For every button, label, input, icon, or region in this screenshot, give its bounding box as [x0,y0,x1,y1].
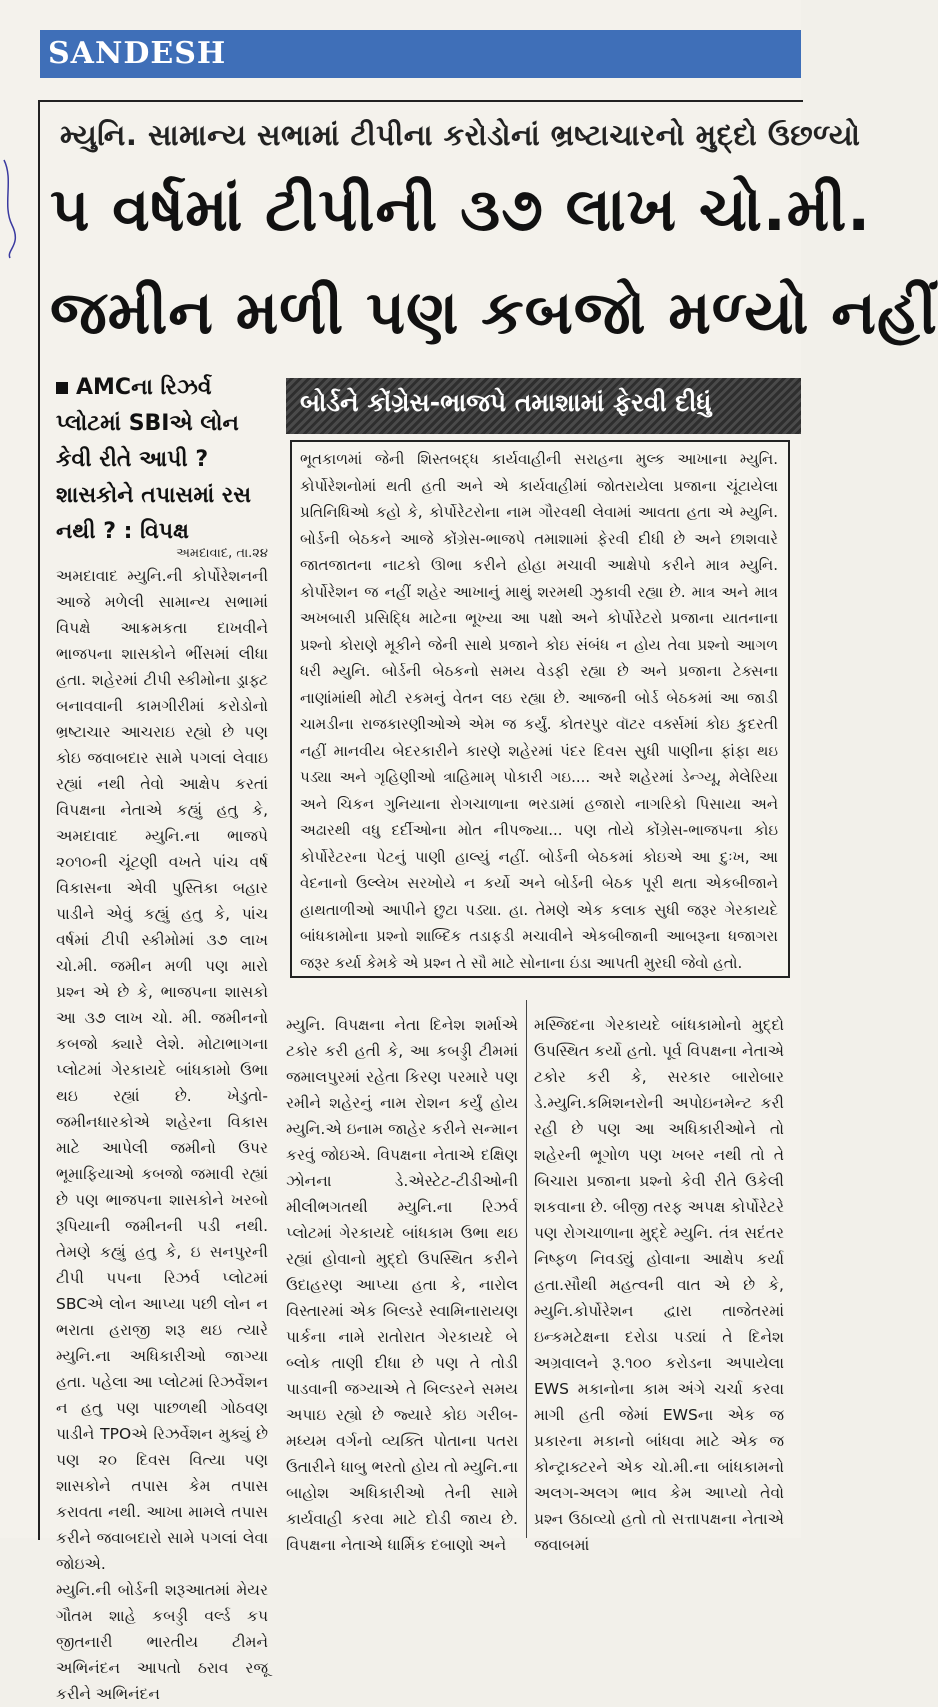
column-3-paragraph: મસ્જિદના ગેરકાયદે બાંધકામોનો મુદ્દો ઉપસ્થિત કર્યો હતો. પૂર્વ વિપક્ષના નેતાએ ટકોર કરી કે, સરકાર બારોબાર ડે.મ્યુનિ.કમિશનરોની અપોઇનમેન્ટ કરી રહી છે પણ આ અધિકારીઓને તો શહેરની ભૂગોળ પણ ખબર નથી તો તે બિચારા પ્રજાના પ્રશ્નો કેવી રીતે ઉકેલી શકવાના છે. બીજી તરફ અપક્ષ કોર્પોરેટરે પણ રોગચાળાના મુદ્દે મ્યુનિ. તંત્ર સદંતર નિષ્ફળ નિવડ્યું હોવાના આક્ષેપ કર્યા હતા.સૌથી મહત્વની વાત એ છે કે, મ્યુનિ.કોર્પોરેશન દ્વારા તાજેતરમાં ઇન્કમટેક્ષના દરોડા પડ્યાં તે દિનેશ અગ્રવાલને રૂ.૧૦૦ કરોડના અપાયેલા EWS મકાનોના કામ અંગે ચર્ચા કરવા માગી હતી જેમાં EWSના એક જ પ્રકારના મકાનો બાંધવા માટે એક જ કોન્ટ્રાક્ટરને એક ચો.મી.ના બાંધકામનો અલગ-અલગ ભાવ કેમ આપ્યો તેવો પ્રશ્ન ઉઠાવ્યો હતો તો સત્તાપક્ષના નેતાએ જવાબમાં [534,1016,784,1554]
column-1-paragraph-2: મ્યુનિ.ની બોર્ડની શરૂઆતમાં મેયર ગૌતમ શાહે કબડ્ડી વર્લ્ડ કપ જીતનારી ભારતીય ટીમને અભિનંદન આપતો ઠરાવ રજૂ કરીને અભિનંદન [56,1581,268,1703]
sub-headline-text: AMCના રિઝર્વ પ્લોટમાં SBIએ લોન કેવી રીતે આપી ? શાસકોને તપાસમાં રસ નથી ? : વિપક્ષ [56,375,252,544]
article-column-2 [286,1012,518,1554]
masthead-title: SANDESH [48,36,227,71]
boxed-story-banner [286,378,801,434]
column-1-paragraph-1: અમદાવાદ મ્યુનિ.ની કોર્પોરેશનની આજે મળેલી સામાન્ય સભામાં વિપક્ષે આક્રમકતા દાખવીને ભાજપના શાસકોને ભીંસમાં લીધા હતા. શહેરમાં ટીપી સ્કીમોના ડ્રાફ્ટ બનાવવાની કામગીરીમાં કરોડોનો ભ્રષ્ટાચાર આચરાઇ રહ્યો છે પણ કોઇ જવાબદાર સામે પગલાં લેવાઇ રહ્યાં નથી તેવો આક્ષેપ કરતાં વિપક્ષના નેતાએ કહ્યું હતુ કે, અમદાવાદ મ્યુનિ.ના ભાજપે ૨૦૧૦ની ચૂંટણી વખતે પાંચ વર્ષ વિકાસના એવી પુસ્તિકા બહાર પાડીને એવું કહ્યું હતુ કે, પાંચ વર્ષમાં ટીપી સ્કીમોમાં ૩૭ લાખ ચો.મી. જમીન મળી પણ મારો પ્રશ્ન એ છે કે, ભાજપના શાસકો આ ૩૭ લાખ ચો. મી. જમીનનો કબજો ક્યારે લેશે. મોટાભાગના પ્લોટમાં ગેરકાયદે બાંધકામો ઉભા થઇ રહ્યાં છે. ખેડુતો-જમીનધારકોએ શહેરના વિકાસ માટે આપેલી જમીનો ઉપર ભૂમાફિયાઓ કબજો જમાવી રહ્યાં છે પણ ભાજપના શાસકોને ખરબો રૂપિયાની જમીનની પડી નથી. તેમણે કહ્યું હતુ કે, ઇ સનપુરની ટીપી પપના રિઝર્વ પ્લોટમાં SBCએ લોન આપ્યા પછી લોન ન ભરાતા હરાજી શરૂ થઇ ત્યારે મ્યુનિ.ના અધિકારીઓ જાગ્યા હતા. પહેલા આ પ્લોટમાં રિઝર્વેશન ન હતુ પણ પાછળથી ગોઠવણ પાડીને TPOએ રિઝર્વેશન મુક્યું છે પણ ૨૦ દિવસ વિત્યા પણ શાસકોને તપાસ કેમ તપાસ કરાવતા નથી. આખા મામલે તપાસ કરીને જવાબદારો સામે પગલાં લેવા જોઇએ. [56,567,268,1573]
dateline: અમદાવાદ, તા.૨૪ [176,546,268,561]
main-headline-line-2: જમીન મળી પણ કબજો મળ્યો નહીં [50,278,938,348]
banner-title: બોર્ડને કોંગ્રેસ-ભાજપે તમાશામાં ફેરવી દીધું [300,388,712,417]
column-divider [526,1000,527,1538]
kicker-headline: મ્યુનિ. સામાન્ય સભામાં ટીપીના કરોડોનાં ભ્રષ્ટાચારનો મુદ્દો ઉછળ્યો [60,118,861,152]
bullet-square-icon [56,382,68,394]
article-column-3 [534,1012,784,1554]
boxed-paragraph: ભૂતકાળમાં જેની શિસ્તબદ્ધ કાર્યવાહીની સરાહના મુલ્ક આખાના મ્યુનિ. કોર્પોરેશનોમાં થતી હતી અને એ કાર્યવાહીમાં જોતરાયેલા પ્રજાના ચૂંટાયેલા પ્રતિનિધિઓ કહો કે, કોર્પોરેટરોના નામ ગૌરવથી લેવામાં આવતા હતા એ મ્યુનિ. બોર્ડની બેઠકને આજે કોંગ્રેસ-ભાજપે તમાશામાં ફેરવી દીધી છે અને છાશવારે જાતજાતના નાટકો ઊભા કરીને હોહા મચાવી આક્ષેપો કરીને માત્ર મ્યુનિ. કોર્પોરેશન જ નહીં શહેર આખાનું માથું શરમથી ઝુકાવી રહ્યા છે. માત્ર અને માત્ર અખબારી પ્રસિદ્ધિ માટેના ભૂખ્યા આ પક્ષો અને કોર્પોરેટરો પ્રજાના યાતનાના પ્રશ્નો કોરાણે મૂકીને જેની સાથે પ્રજાને કોઇ સંબંધ ન હોય તેવા પ્રશ્નો આગળ ધરી મ્યુનિ. બોર્ડની બેઠકનો સમય વેડફી રહ્યા છે અને પ્રજાના ટેક્સના નાણાંમાંથી મોટી રકમનું વેતન લઇ રહ્યા છે. આજની બોર્ડ બેઠકમાં આ જાડી ચામડીના રાજકારણીઓએ એમ જ કર્યું. કોતરપુર વૉટર વર્ક્સમાં કોઇ કુદરતી નહીં માનવીય બેદરકારીને કારણે શહેરમાં પંદર દિવસ સુધી પાણીના ફાંફા થઇ પડ્યા અને ગૃહિણીઓ ત્રાહિમામ્ પોકારી ગઇ.... અરે શહેરમાં ડેન્ગ્યૂ, મેલેરિયા અને ચિકન ગુનિયાના રોગચાળાના ભરડામાં હજારો નાગરિકો પિસાયા અને અઢારથી વધુ દર્દીઓના મોત નીપજ્યા... પણ તોયે કોંગ્રેસ-ભાજપના કોઇ કોર્પોરેટરના પેટનું પાણી હાલ્યું નહીં. બોર્ડની બેઠકમાં કોઇએ આ દુઃખ, આ વેદનાનો ઉલ્લેખ સરખોયે ન કર્યો અને બોર્ડની બેઠક પૂરી થતા એકબીજાને હાથતાળીઓ આપીને છુટા પડ્યા. હા. તેમણે એક કલાક સુધી જરૂર ગેરકાયદે બાંધકામોના પ્રશ્નો શાબ્દિક તડાફડી મચાવીને એકબીજાની આબરૂના ધજાગરા જરૂર કર્યા કેમકે એ પ્રશ્ન તે સૌ માટે સોનાના ઇંડા આપતી મુરઘી જેવો હતો. [300,450,778,972]
article-column-1 [56,545,268,1703]
pen-mark-icon [0,150,24,260]
column-2-paragraph: મ્યુનિ. વિપક્ષના નેતા દિનેશ શર્માએ ટકોર કરી હતી કે, આ કબડ્ડી ટીમમાં જમાલપુરમાં રહેતા કિરણ પરમારે પણ રમીને શહેરનું નામ રોશન કર્યું હોય મ્યુનિ.એ ઇનામ જાહેર કરીને સન્માન કરવું જોઇએ. વિપક્ષના નેતાએ દક્ષિણ ઝોનના ડે.એસ્ટેટ-ટીડીઓની મીલીભગતથી મ્યુનિ.ના રિઝર્વ પ્લોટમાં ગેરકાયદે બાંધકામ ઉભા થઇ રહ્યાં હોવાનો મુદ્દો ઉપસ્થિત કરીને ઉદાહરણ આપ્યા હતા કે, નારોલ વિસ્તારમાં એક બિલ્ડરે સ્વામિનારાયણ પાર્કના નામે રાતોરાત ગેરકાયદે બે બ્લોક તાણી દીધા છે પણ તે તોડી પાડવાની જગ્યાએ તે બિલ્ડરને સમય અપાઇ રહ્યો છે જ્યારે કોઇ ગરીબ-મધ્યમ વર્ગનો વ્યક્તિ પોતાના પતરા ઉતારીને ધાબુ ભરતો હોય તો મ્યુનિ.ના બાહોશ અધિકારીઓ તેની સામે કાર્યવાહી કરવા માટે દોડી જાય છે. વિપક્ષના નેતાએ ધાર્મિક દબાણો અને [286,1016,518,1554]
boxed-story-text [300,446,778,974]
sub-headline [56,370,281,550]
masthead [40,30,801,78]
main-headline-line-1: ૫ વર્ષમાં ટીપીની ૩૭ લાખ ચો.મી. [50,175,872,245]
